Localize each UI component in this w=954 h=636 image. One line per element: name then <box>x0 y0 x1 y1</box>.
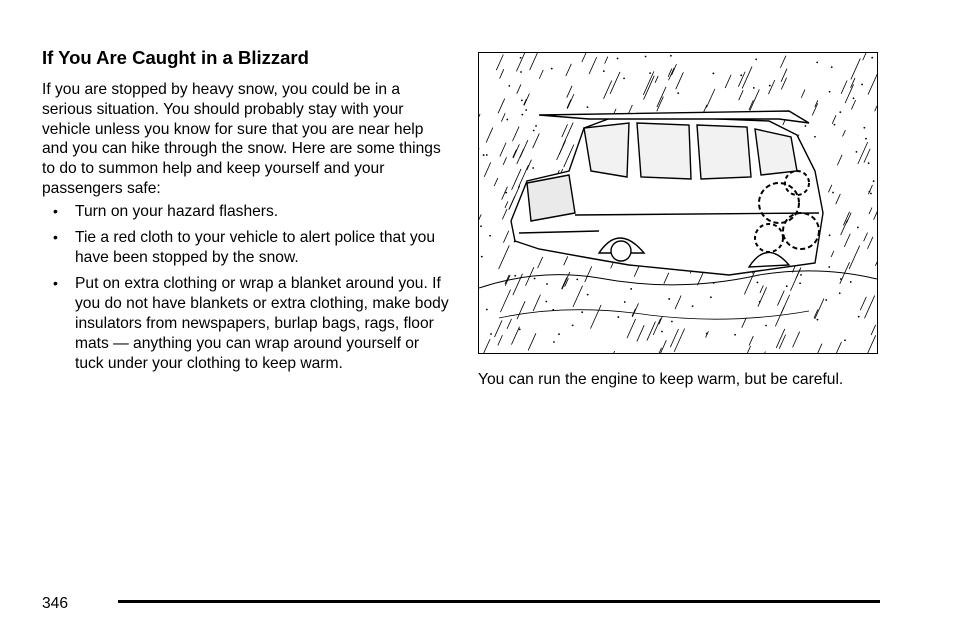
section-heading: If You Are Caught in a Blizzard <box>42 47 309 68</box>
bullet-item <box>42 274 452 373</box>
page-number: 346 <box>42 595 69 612</box>
bullet-list <box>42 202 452 380</box>
bullet-dot: • <box>53 229 58 246</box>
blizzard-illustration <box>478 52 878 354</box>
bullet-dot: • <box>53 275 58 292</box>
footer-rule <box>118 600 880 603</box>
bullet-dot: • <box>53 203 58 219</box>
bullet-item <box>42 228 452 268</box>
figure-caption: You can run the engine to keep warm, but be careful. <box>478 371 844 388</box>
bullet-text: Put on extra clothing or wrap a blanket around you. If you do not have blankets or extra clothing, make body insulators from newspapers, burlap bags, rags, floor mats — anything you can wrap around yourself or tuck under your clothing to keep warm. <box>75 275 449 372</box>
bullet-item <box>42 202 452 222</box>
suv-in-blizzard-icon <box>479 53 877 353</box>
intro-paragraph: If you are stopped by heavy snow, you could be in a serious situation. You should probably stay with your vehicle unless you know for sure that you are near help and you can hike through the snow. Here are some things to do to summon help and keep yourself and your passengers safe: <box>42 81 441 197</box>
bullet-text: Tie a red cloth to your vehicle to alert police that you have been stopped by the snow. <box>75 229 436 267</box>
bullet-text: Turn on your hazard flashers. <box>75 203 279 220</box>
